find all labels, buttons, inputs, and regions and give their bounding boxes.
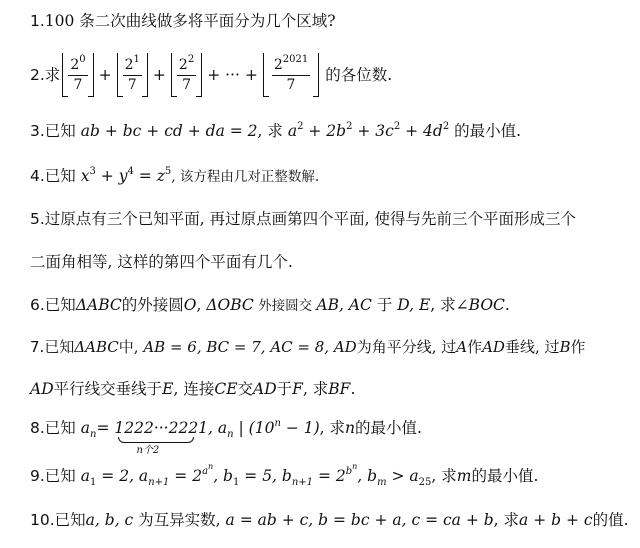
- problem-1: 1.100 条二次曲线做多将平面分为几个区域?: [30, 12, 336, 30]
- repeated-digits: = 1222···2221 n个2: [96, 419, 209, 456]
- floor-term-2021: $\frac{2^{2021}}{7}$: [263, 53, 319, 97]
- problem-7-line-1: 7.已知ΔABC中, AB = 6, BC = 7, AC = 8, AD为角平分线, 过A作AD垂线, 过B作: [30, 338, 586, 356]
- problem-6: 6.已知ΔABC的外接圆O, ΔOBC 外接圆交 AB, AC 于 D, E, 求∠BOC.: [30, 296, 510, 314]
- problem-4: 4.已知 $x^3 + y^4 = z^5$, 该方程由几对正整数解.: [30, 166, 320, 185]
- problem-9: 9.已知 $a_1 = 2$, $a_{n+1} = 2^{a^n}$, $b_1 = 5$, $b_{n+1} = 2^{b^n}$, $b_m > a_{25}$, 求m的最小值.: [30, 462, 539, 488]
- equation: $x^3 + y^4 = z^5$: [80, 166, 172, 185]
- problem-2: 2. 求 $\frac{2^0}{7}$ + $\frac{2^1}{7}$ + $\frac{2^2}{7}$ + ··· + $\frac{2^{2021}}{7}$ 的各位数.: [30, 52, 626, 98]
- problem-3: 3.已知 ab + bc + cd + da = 2, 求 $a^2 + 2b^2 + 3c^2 + 4d^2$ 的最小值.: [30, 121, 522, 140]
- problem-7-line-2: AD平行线交垂线于E, 连接CE交AD于F, 求BF.: [30, 380, 356, 398]
- sequence-defs: $a_1 = 2$, $a_{n+1} = 2^{a^n}$, $b_1 = 5$, $b_{n+1} = 2^{b^n}$, $b_m > a_{25}$: [80, 462, 432, 488]
- floor-term-0: $\frac{2^0}{7}$: [62, 53, 93, 97]
- condition-eq: ab + bc + cd + da = 2: [80, 122, 258, 140]
- target-expr: $a^2 + 2b^2 + 3c^2 + 4d^2$: [287, 121, 450, 140]
- problem-8: 8.已知 $a_n= 1222\cdot\cdot\cdot 2221$ n个2 , $a_n$ | $(10^n - 1)$, 求n的最小值.: [30, 418, 422, 456]
- problem-10: 10.已知a, b, c 为互异实数, a = ab + c, b = bc + a, c = ca + b, 求a + b + c的值.: [30, 511, 629, 529]
- floor-term-1: $\frac{2^1}{7}$: [117, 53, 148, 97]
- problem-5-line-1: 5.过原点有三个已知平面, 再过原点画第四个平面, 使得与先前三个平面形成三个: [30, 210, 577, 228]
- floor-term-2: $\frac{2^2}{7}$: [171, 53, 202, 97]
- problem-1-text: 100 条二次曲线做多将平面分为几个区域?: [44, 12, 336, 30]
- problem-5-line-2: 二面角相等, 这样的第四个平面有几个.: [30, 253, 293, 271]
